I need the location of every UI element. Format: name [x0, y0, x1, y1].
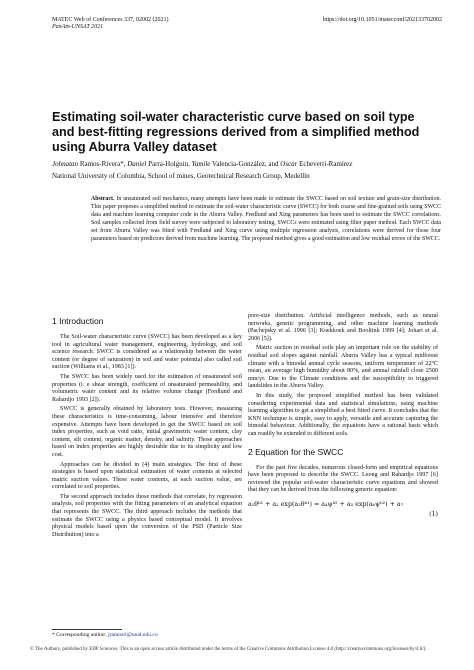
- doi-link[interactable]: https://doi.org/10.1051/matecconf/202133702002: [322, 17, 442, 23]
- author-conjunction: and: [268, 160, 279, 168]
- author-email-link[interactable]: jramosri@unal.edu.co: [108, 632, 158, 638]
- author-block: [52, 160, 442, 181]
- paper-title: [52, 110, 442, 155]
- paragraph: SWCC is generally obtained by laboratory tests. However, measuring these characteristics is time-consuming, labour intensive and therefore expensive. Attempts have been developed to get the SWCC based on soil index properties, such as void ratio, initial gravimetric water content, clay content, silt content, organic matter, density, and salinity. Those approaches based on index properties are highly desirable due to its simplicity and low cost.: [52, 406, 242, 458]
- author-first-name: Daniel: [127, 160, 147, 168]
- paragraph: pore-size distribution. Artificial intelligence methods, such as neural networks, genetic programming, and other machine learning methods (Pachepsky et al. 1996 [3]; Koekkoek and Booltink 1999 [4]; Johari et al. 2006 [5]).: [248, 313, 438, 342]
- journal-name: MATEC Web of Conferences 337, 02002 (2021): [52, 17, 169, 23]
- equation-text: a₁θᵇ¹ + a₂ exp(a₃θᵇ¹) = a₄ψᵇ² + a₅ exp(a₆ψᵇ²) + a₇: [248, 500, 404, 508]
- paragraph: The Soil-water characteristic curve (SWCC) has been developed as a key tool in agricultural water management, engineering, hydrology, and soil science research. SWCC is considered as a relationship between the water content (or degree of saturation) in soil and water potential also called soil suction (Williams et al., 1983 [1]).: [52, 334, 242, 371]
- paragraph: The second approach includes those methods that correlate, by regression analysis, soil properties with the fitting parameters of an analytical equation that represents the SWCC. The third approach includes the methods that estimate the SWCC using a physics based conceptual model. It involves physical models based upon the conversion of the PSD (Particle Size Distribution) into a: [52, 493, 242, 538]
- paragraph: For the past five decades, numerous closed-form and empirical equations have been proposed to describe the SWCC. Leong and Rahardjo 1997 [6] reviewed the popular soil-water characteristic curve equations and showed that they can be derived from the following generic equation:: [248, 464, 438, 494]
- copyright-notice: © The Authors, published by EDP Sciences. This is an open access article distributed under the terms of the Creative Commons Attribution License 4.0 (http://creativecommons.org/licenses/by/4.0/).: [30, 647, 427, 652]
- conference-name: PanAm-UNSAT 2021: [52, 24, 104, 30]
- author-first-name: Johnatan: [52, 160, 79, 168]
- footnote: [52, 632, 158, 638]
- section-heading: 1 Introduction: [52, 316, 104, 326]
- author-last-name: Valencia-González: [212, 160, 265, 168]
- author-separator: ,: [188, 160, 190, 168]
- equation: [248, 499, 438, 521]
- footnote-label: * Corresponding author:: [52, 632, 107, 638]
- paragraph: The SWCC has been widely used for the estimation of unsaturated soil properties (i. e shear strength, coefficient of unsaturated permeability, and volumetric water content and its relative volume change (Fredlund and Rahardjo 1993 [2]).: [52, 373, 242, 403]
- abstract-label: Abstract.: [91, 196, 115, 202]
- abstract-text: In unsaturated soil mechanics, many attempts have been made to estimate the SWCC based on soil texture and grain-size distribution. This paper proposes a simplified method to estimate the soil-water characteristic curve (SWCC) for both coarse and fine-grained soils using SWCC data and machine learning computer code in the Aburra Valley. Fredlund and Xing parameters has been used to estimate the SWCC correlations. Soil samples collected from field survey were subjected to laboratory testing, SWCCs were estimated using filter paper method. Each SWCC data set from Aburra Valley was fitted with Fredlund and Xing curve using multiple regression analysis, correlations were derived for those four parameters based on predictors derived from machine learning. The proposed method gives a good estimation and low residual errors of the SWCC.: [91, 196, 441, 242]
- title-line: Estimating soil-water characteristic curve based on soil type: [52, 110, 415, 124]
- author-last-name: Ramos-Rivera: [79, 160, 121, 168]
- affiliation: National University of Colombia, School of mines, Geotechnical Research Group, Medellín: [52, 172, 310, 180]
- abstract: [91, 195, 441, 243]
- footnote-rule: [52, 629, 122, 630]
- right-column: [248, 313, 438, 521]
- author-marker: *,: [120, 160, 126, 168]
- title-line: using Aburra Valley dataset: [52, 140, 217, 154]
- section-heading: 2 Equation for the SWCC: [248, 446, 344, 457]
- left-column: [52, 316, 242, 541]
- paragraph: In this study, the proposed simplified method has been validated considering experimental data and statistical simulations, using machine learning algorithm to get a simplified a best fitted curve. It concludes that the KNN technique is simple, easy to apply, versatile and accurate capturing the bimodal behaviour. Additionally, the equations have a rational basis which can readily be extended to different soils.: [248, 392, 438, 437]
- author-first-name: Oscar: [280, 160, 298, 168]
- author-last-name: Parra-Holguin: [148, 160, 189, 168]
- author-list: [52, 160, 442, 169]
- paragraph: Approaches can be divided in (4) main strategies. The first of these strategies is based upon statistical estimation of water contents at selected matric suction values. These water contents, at each suction value, are correlated to soil properties.: [52, 461, 242, 491]
- paragraph: Matric suction in residual soils play an important role on the stability of residual soil slopes against rainfall. Aburra Valley has a typical midforest climate with a bimodal annual cycle seasons, uniform temperature of 22°C mean, an average high humidity about 80%, and annual rainfall close 2500 mm/yr. Due to the Climate conditions and the susceptibility to triggered landslides in the Aburra Valley.: [248, 345, 438, 390]
- equation-number: (1): [429, 510, 438, 518]
- author-separator: ,: [264, 160, 267, 168]
- author-first-name: Yamile: [191, 160, 211, 168]
- title-line: and best-fitting regressions derived from a simplified method: [52, 125, 420, 139]
- author-last-name: Echeverri-Ramírez: [299, 160, 353, 168]
